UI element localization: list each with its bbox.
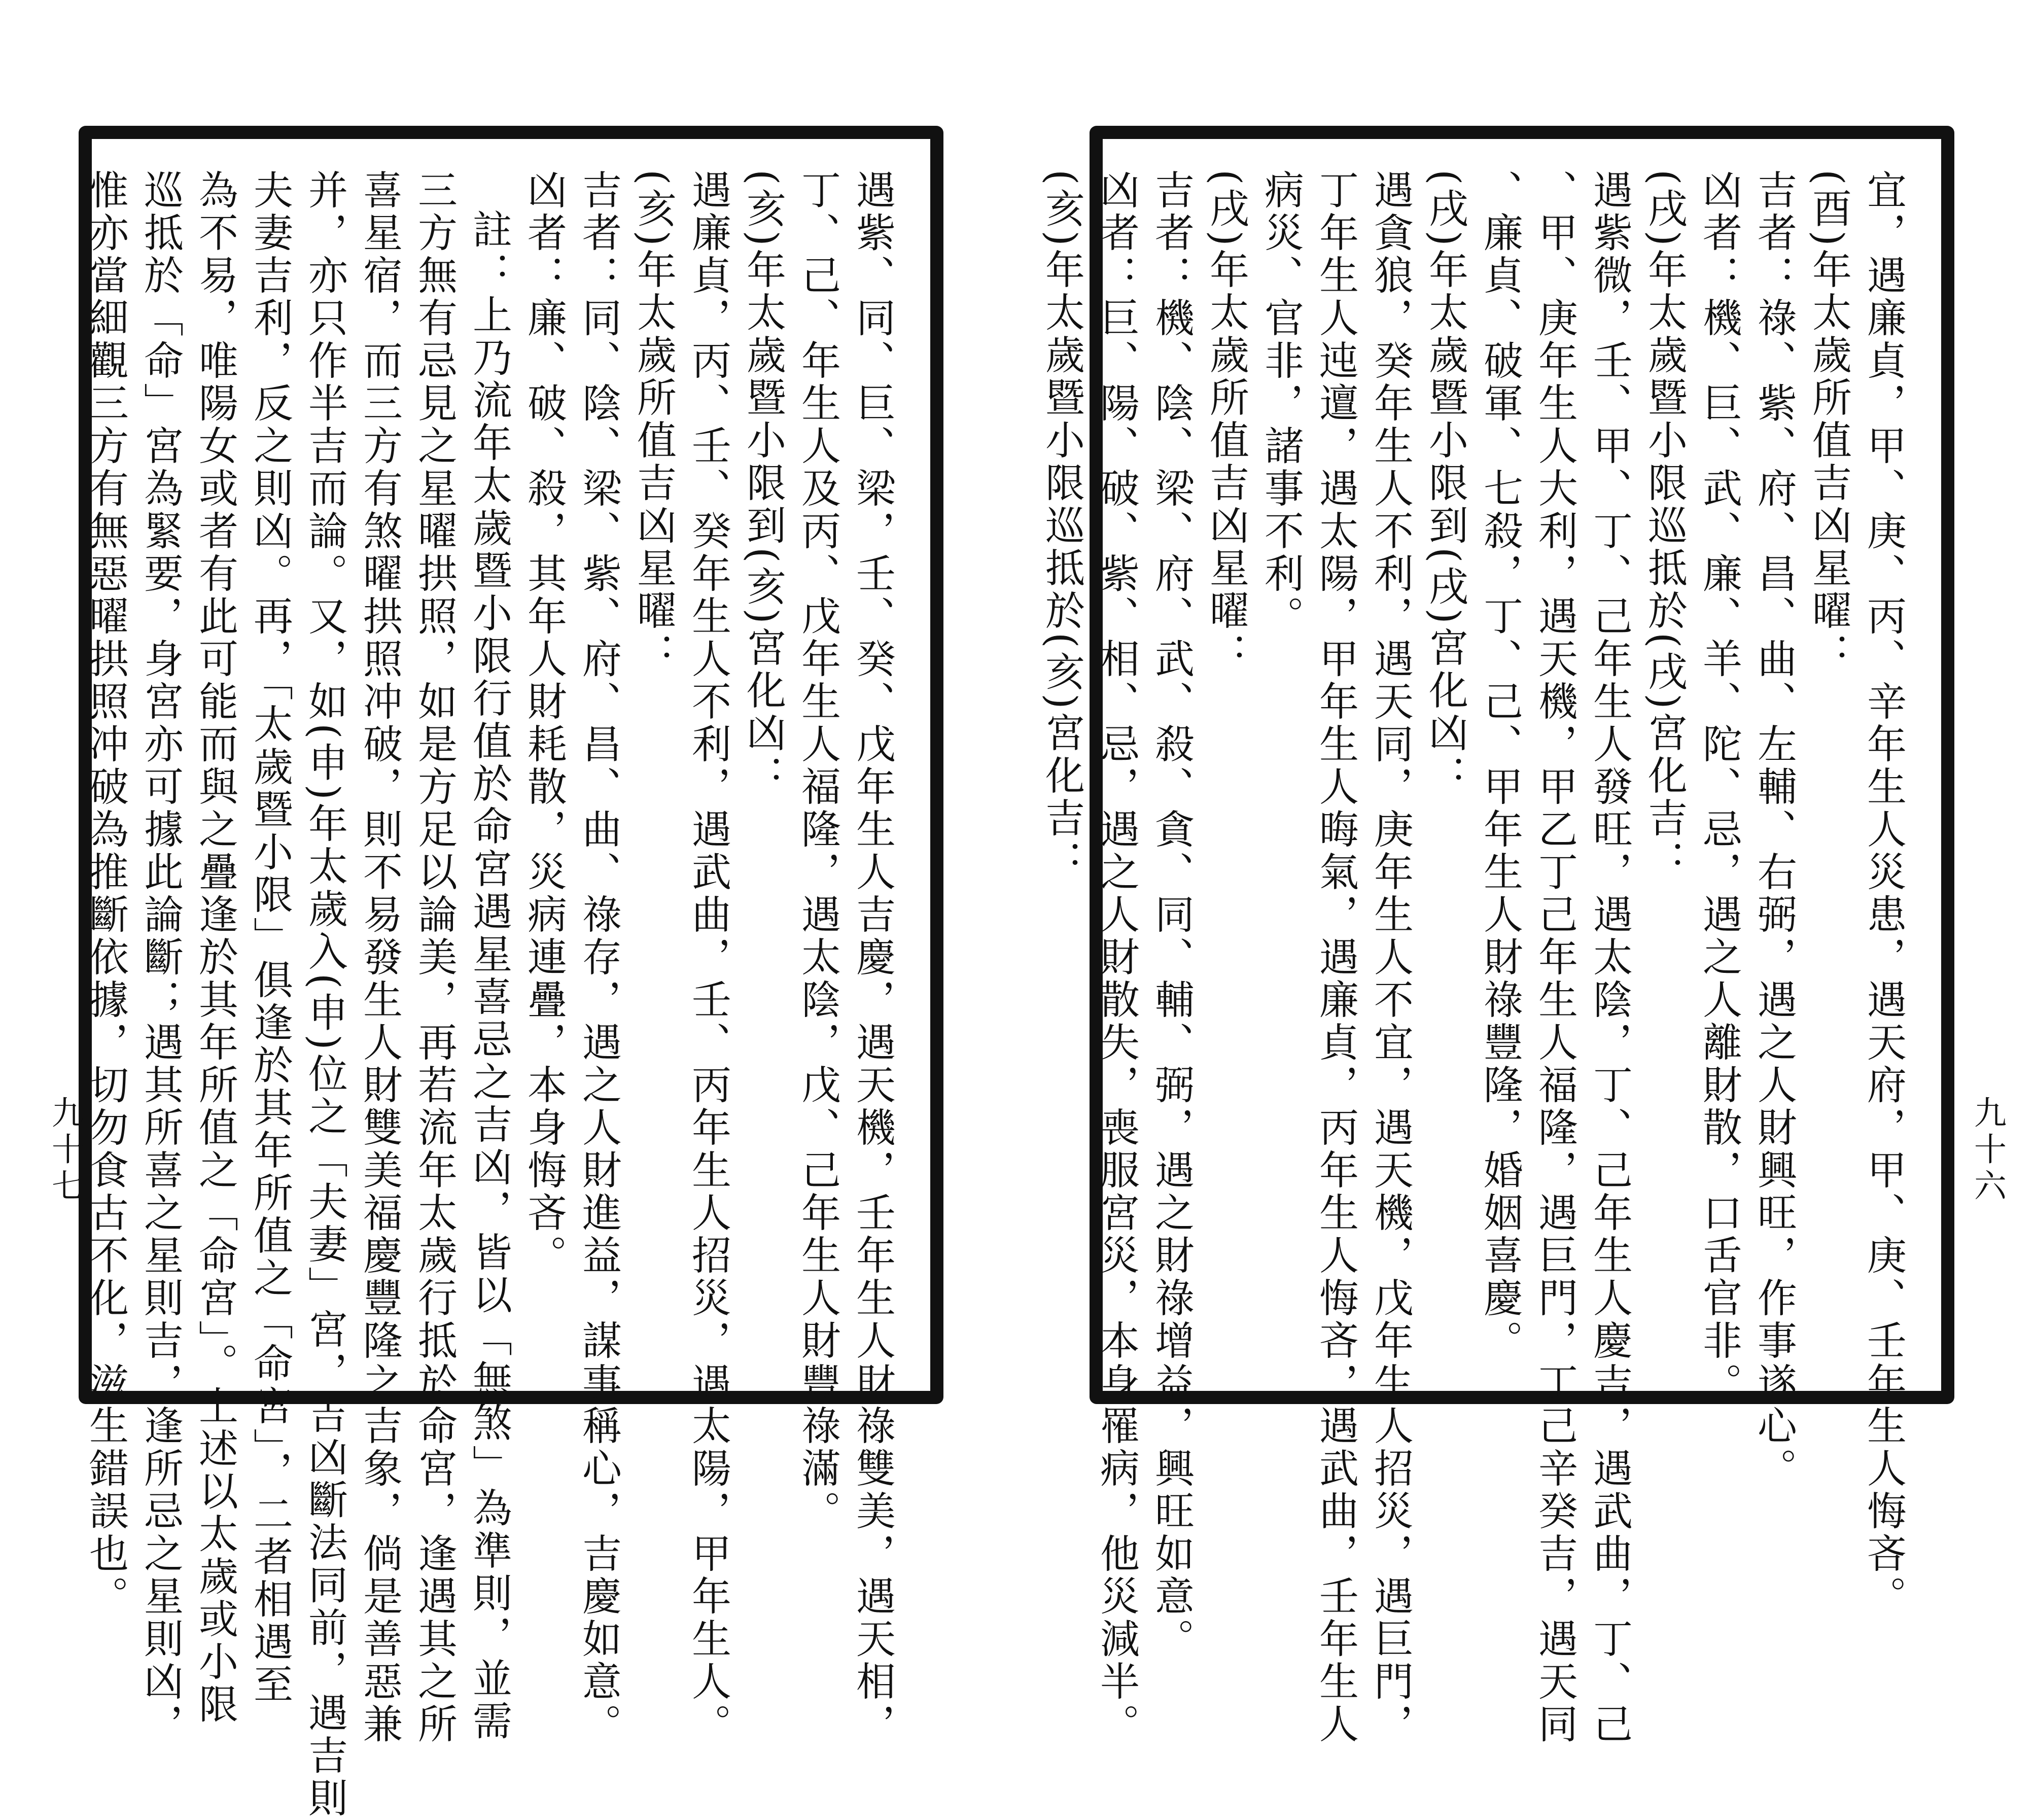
note-line: 註：上乃流年太歲暨小限行值於命宮遇星喜忌之吉凶，皆以「無煞」為準則，並需 <box>466 209 512 1743</box>
text-line: 病災、官非，諸事不利。 <box>1258 169 1304 638</box>
right-page-number: 九十六 <box>1969 1096 2006 1205</box>
section-heading: (酉)年太歲所值吉凶星曜： <box>1806 169 1851 675</box>
text-line: 吉者：機、陰、梁、府、武、殺、貪、同、輔、弼，遇之財祿增益，興旺如意。 <box>1148 169 1194 1661</box>
text-line: 凶者：機、巨、武、廉、羊、陀、忌，遇之人離財散，口舌官非。 <box>1696 169 1742 1405</box>
note-line: 并，亦只作半吉而論。又，如(申)年太歲入(申)位之「夫妻」宮，吉凶斷法同前，遇吉則 <box>302 169 347 1820</box>
text-line: 凶者：廉、破、殺，其年人財耗散，災病連疊，本身悔吝。 <box>521 169 567 1277</box>
section-heading: (戌)年太歲所值吉凶星曜： <box>1203 169 1249 675</box>
right-page <box>1039 126 1954 1746</box>
note-line: 喜星宿，而三方有煞曜拱照冲破，則不易發生人財雙美福慶豐隆之吉象，倘是善惡兼 <box>357 169 402 1746</box>
text-line: 遇貪狼，癸年生人不利，遇天同，庚年生人不宜，遇天機，戊年生人招災，遇巨門， <box>1367 169 1413 1746</box>
note-line: 夫妻吉利，反之則凶。再，「太歲暨小限」俱逢於其年所值之「命宮」，二者相遇至 <box>247 169 293 1706</box>
text-line: 丁年生人迍邅，遇太陽，甲年生人晦氣，遇廉貞，丙年生人悔吝，遇武曲，壬年生人 <box>1313 169 1358 1746</box>
text-line: 遇廉貞，丙、壬、癸年生人不利，遇武曲，壬、丙年生人招災，遇太陽，甲年生人。 <box>685 169 731 1746</box>
section-heading: (亥)年太歲所值吉凶星曜： <box>630 169 676 675</box>
left-page <box>79 126 943 1820</box>
text-line: 、甲、庚年生人大利，遇天機，甲乙丁己年生人福隆，遇巨門，丁己辛癸吉，遇天同 <box>1532 169 1577 1746</box>
note-line: 三方無有忌見之星曜拱照，如是方足以論美，再若流年太歲行抵於命宮，逢遇其之所 <box>411 169 457 1746</box>
text-line: 宜，遇廉貞，甲、庚、丙、辛年生人災患，遇天府，甲、庚、壬年生人悔吝。 <box>1861 169 1906 1618</box>
section-heading: (戌)年太歲暨小限巡抵於(戌)宮化吉： <box>1641 169 1687 883</box>
text-line: 凶者：巨、陽、破、紫、相、忌，遇之人財散失，喪服宮災，本身罹病，他災減半。 <box>1094 169 1139 1746</box>
text-line: 吉者：祿、紫、府、昌、曲、左輔、右弼，遇之人財興旺，作事遂心。 <box>1751 169 1797 1490</box>
left-page-text <box>83 169 900 1820</box>
note-line: 為不易，唯陽女或者有此可能而與之疊逢於其年所值之「命宮」。上述以太歲或小限 <box>192 169 238 1726</box>
note-line: 惟亦當細觀三方有無惡曜拱照冲破為推斷依據，切勿食古不化，滋生錯誤也。 <box>83 169 128 1618</box>
note-line: 巡抵於「命」宮為緊要，身宮亦可據此論斷；遇其所喜之星則吉，逢所忌之星則凶， <box>137 169 183 1746</box>
text-line: 丁、己、年生人及丙、戊年生人福隆，遇太陰，戊、己年生人財豐祿滿。 <box>795 169 840 1533</box>
section-heading: (亥)年太歲暨小限到(亥)宮化凶： <box>740 169 786 797</box>
text-line: 遇紫微，壬、甲、丁、己年生人發旺，遇太陰，丁、己年生人慶吉，遇武曲，丁、己 <box>1587 169 1632 1746</box>
right-page-text <box>1039 169 1911 1746</box>
text-line: 、廉貞、破軍、七殺，丁、己、甲年生人財祿豐隆，婚姻喜慶。 <box>1477 169 1523 1362</box>
text-line: 吉者：同、陰、梁、紫、府、昌、曲、祿存，遇之人財進益，謀事稱心，吉慶如意。 <box>576 169 621 1746</box>
text-line: 遇紫、同、巨、梁，壬、癸、戊年生人吉慶，遇天機，壬年生人財祿雙美，遇天相， <box>850 169 895 1746</box>
left-page-number: 九十七 <box>46 1096 84 1205</box>
section-heading: (亥)年太歲暨小限巡抵於(亥)宮化吉： <box>1039 169 1084 883</box>
section-heading: (戌)年太歲暨小限到(戌)宮化凶： <box>1422 169 1468 797</box>
